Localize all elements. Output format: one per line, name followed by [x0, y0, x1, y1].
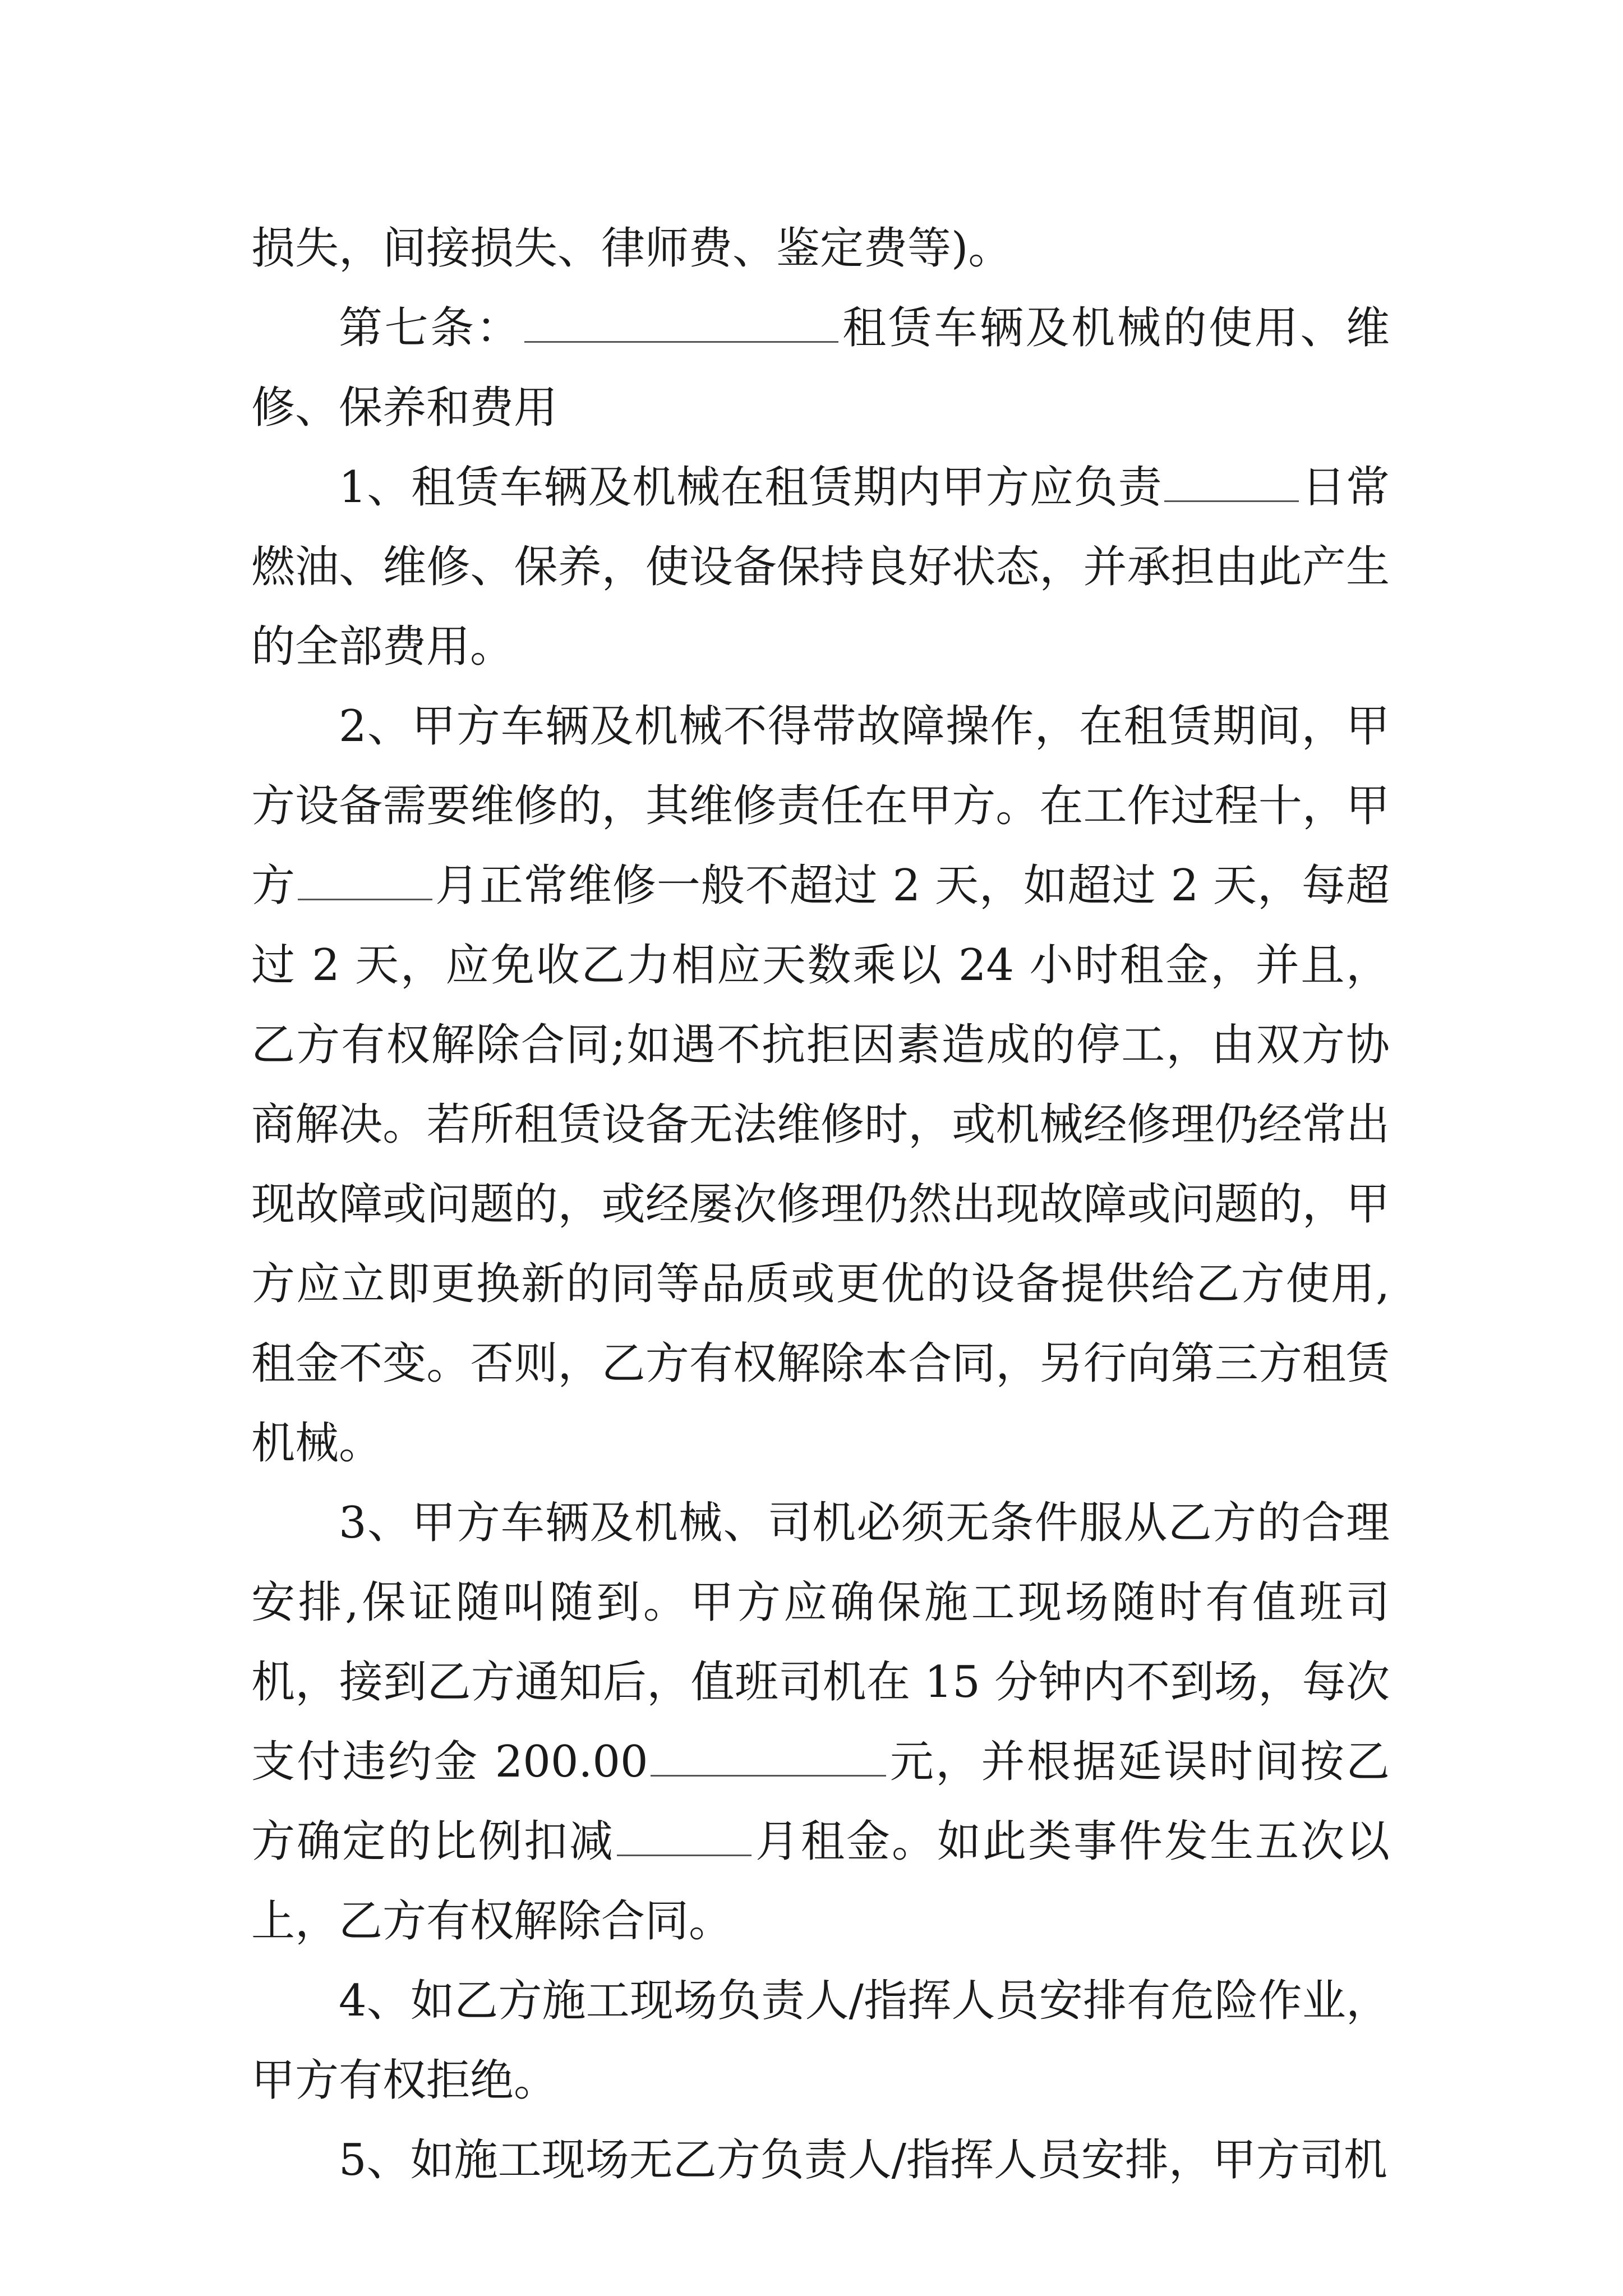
paragraph-text: 第七条： [339, 303, 522, 353]
paragraph-text: 月正常维修一般不超过 2 天，如超过 2 天，每超过 2 天，应免收乙力相应天数乘以 24 小时租金，并且，乙方有权解除合同;如遇不抗拒因素造成的停工，由双方协商解决。若所租赁设备无法维修时，或机械经修理仍经常出现故障或问题的，或经屡次修理仍然出现故障或问题的，甲方应立即更换新的同等品质或更优的设备提供给乙方使用,租金不变。否则，乙方有权解除本合同，另行向第三方租赁机械。 [251, 861, 1390, 1469]
paragraph-text: 5、如施工现场无乙方负责人/指挥人员安排，甲方司机 [339, 2135, 1387, 2185]
fill-in-blank[interactable] [298, 859, 432, 900]
paragraph [251, 2120, 1390, 2200]
fill-in-blank[interactable] [1164, 461, 1299, 502]
paragraph [251, 1961, 1390, 2120]
paragraph-text: 损失，间接损失、律师费、鉴定费等)。 [251, 223, 1012, 274]
paragraph-text: 元，并根据延误时间按乙方确定的比例扣减 [251, 1737, 1390, 1867]
fill-in-blank[interactable] [617, 1815, 751, 1856]
paragraph-text: 4、如乙方施工现场负责人/指挥人员安排有危险作业，甲方有权拒绝。 [251, 1976, 1390, 2106]
paragraph-text: 2、甲方车辆及机械不得带故障操作，在租赁期间，甲方设备需要维修的，其维修责任在甲方。在工作过程十，甲方 [251, 701, 1390, 911]
paragraph-text: 3、甲方车辆及机械、司机必须无条件服从乙方的合理安排,保证随叫随到。甲方应确保施工现场随时有值班司机，接到乙方通知后，值班司机在 15 分钟内不到场，每次支付违约金 200.00 [251, 1498, 1390, 1787]
paragraph-text: 日常燃油、维修、保养，使设备保持良好状态，并承担由此产生的全部费用。 [251, 462, 1390, 672]
paragraph [251, 448, 1390, 687]
fill-in-blank[interactable] [651, 1736, 886, 1777]
paragraph [251, 1483, 1390, 1961]
paragraph [251, 687, 1390, 1483]
paragraph-text: 1、租赁车辆及机械在租赁期内甲方应负责 [339, 462, 1163, 513]
paragraph [251, 288, 1390, 448]
paragraph-text: 租赁车辆及机械的使用、维修、保养和费用 [251, 303, 1390, 433]
paragraph [251, 209, 1390, 288]
paragraph-text: 月租金。如此类事件发生五次以上，乙方有权解除合同。 [251, 1816, 1390, 1947]
fill-in-blank[interactable] [524, 302, 838, 343]
document-body [251, 209, 1390, 2200]
